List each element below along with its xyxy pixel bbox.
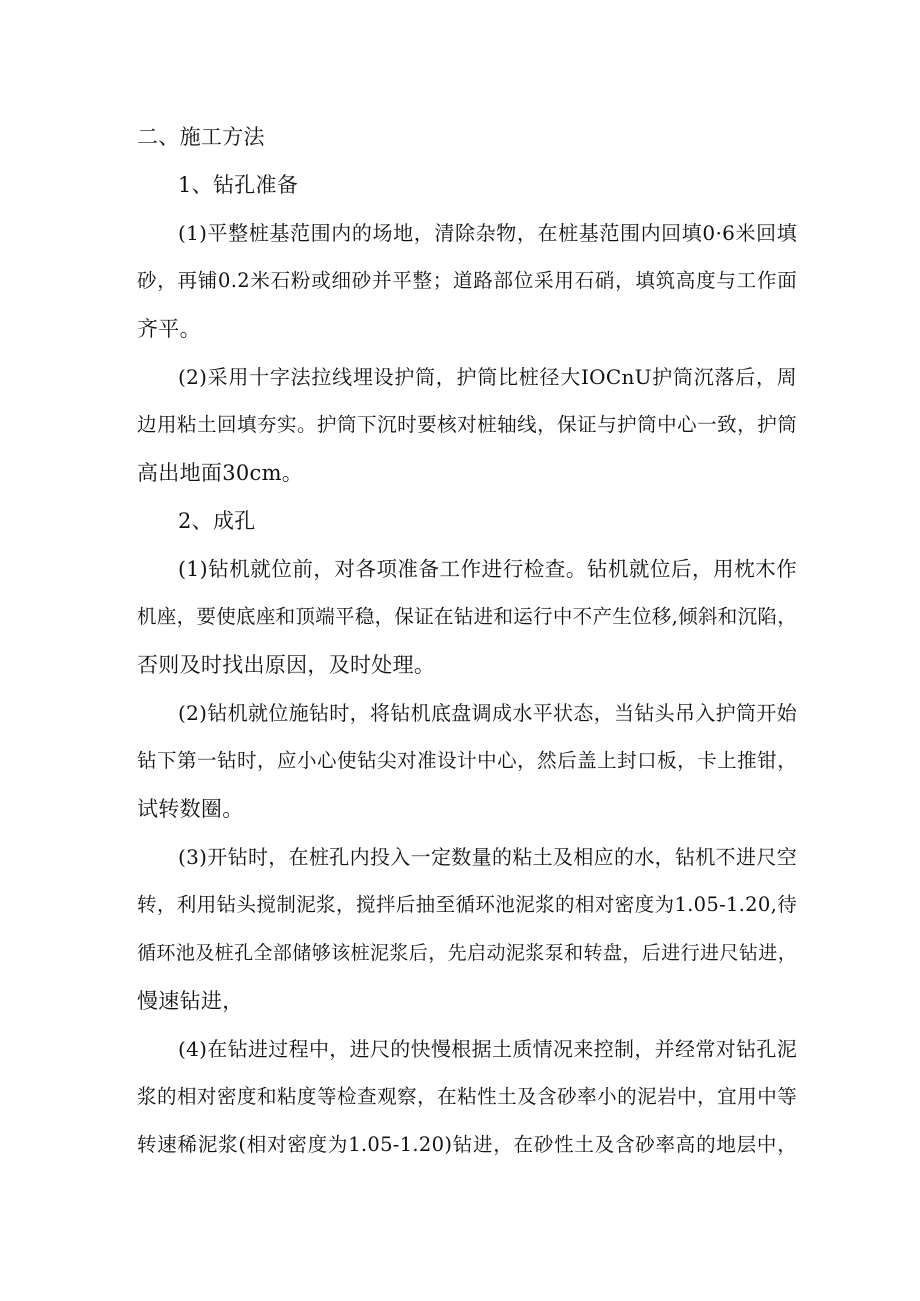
paragraph-line: (2)钻机就位施钻时，将钻机底盘调成水平状态，当钻头吊入护筒开始 [178,701,797,725]
paragraph-line: 慢速钻进， [137,989,244,1013]
paragraph-line: 浆的相对密度和粘度等检查观察，在粘性土及含砂率小的泥岩中，宜用中等 [137,1085,797,1108]
paragraph-line: 试转数圈。 [137,797,244,821]
paragraph-line: 循环池及桩孔全部储够该桩泥浆后，先启动泥浆泵和转盘，后进行进尺钻进， [137,942,797,964]
paragraph-line: (4)在钻进过程中，进尺的快慢根据土质情况来控制，并经常对钻孔泥 [178,1037,797,1061]
subsection-heading-drilling-preparation: 1、钻孔准备 [178,173,299,197]
paragraph-line: 边用粘土回填夯实。护筒下沉时要核对桩轴线，保证与护筒中心一致，护筒 [137,413,797,436]
paragraph-line: 高出地面30cm。 [137,461,304,485]
paragraph-line: 钻下第一钻时，应小心使钻尖对准设计中心，然后盖上封口板，卡上推钳， [137,749,797,772]
subsection-heading-hole-forming: 2、成孔 [178,509,256,533]
paragraph-line: 转，利用钻头搅制泥浆，搅拌后抽至循环池泥浆的相对密度为1.05-1.20,待 [137,893,797,916]
paragraph-line: (3)开钻时，在桩孔内投入一定数量的粘土及相应的水，钻机不进尺空 [178,845,797,869]
paragraph-line: (1)平整桩基范围内的场地，清除杂物，在桩基范围内回填0·6米回填 [178,221,797,245]
paragraph-line: (1)钻机就位前，对各项准备工作进行检查。钻机就位后，用枕木作 [178,557,797,581]
paragraph-line: 机座，要使底座和顶端平稳，保证在钻进和运行中不产生位移,倾斜和沉陷， [137,605,797,628]
section-title: 二、施工方法 [137,125,265,149]
paragraph-line: (2)采用十字法拉线埋设护筒，护筒比桩径大IOCnU护筒沉落后，周 [178,365,797,389]
paragraph-line: 砂，再铺0.2米石粉或细砂并平整；道路部位采用石硝，填筑高度与工作面 [137,269,797,292]
paragraph-line: 转速稀泥浆(相对密度为1.05-1.20)钻进，在砂性土及含砂率高的地层中， [137,1133,797,1156]
paragraph-line: 齐平。 [137,317,201,341]
paragraph-line: 否则及时找出原因，及时处理。 [137,653,436,677]
